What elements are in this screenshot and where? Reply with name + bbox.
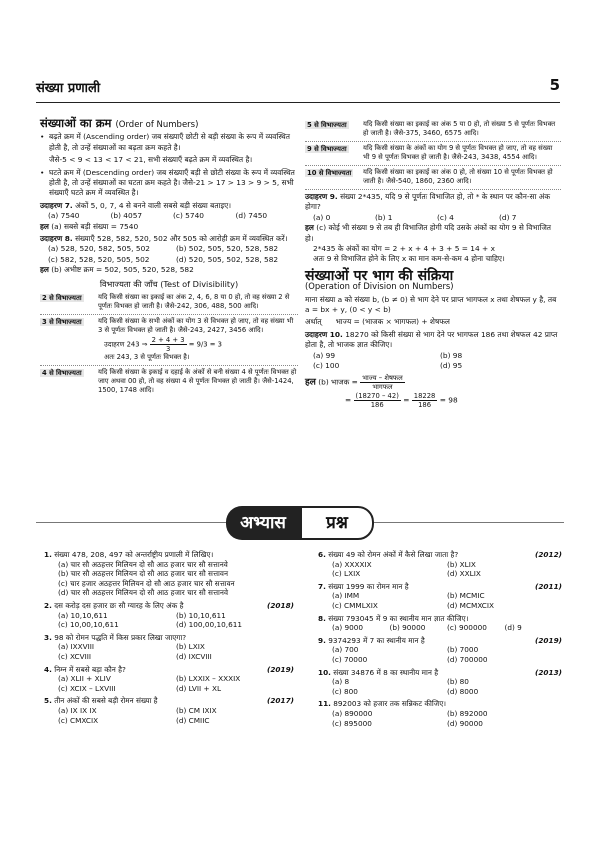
answer-option[interactable]: (b) CM IXIX xyxy=(176,705,217,715)
option: (c) 100 xyxy=(313,361,340,371)
question-options xyxy=(44,611,294,630)
answer-option[interactable]: (b) 80 xyxy=(447,677,469,687)
example-8: उदाहरण 8. संख्याएँ 528, 582, 520, 502 और 505 को आरोही क्रम में व्यवस्थित करें। (a) 528, 520, 582, 505, 502 (b) 502, 505, 520, 528, 582 (c) 582, 528, 520, 505, 502 (d) 520, 505, 502, 528, 582 हल (b) अभीष्ट क्रम = 502, 505, 520, 528, 582 xyxy=(40,234,298,276)
answer-option[interactable]: (d) MCMXCIX xyxy=(447,600,495,610)
example-9-solution: हल (c) कोई भी संख्या 9 से तब ही विभाजित होगी यदि उसके अंकों का योग 9 से विभाजित हो। xyxy=(305,223,552,243)
example-10-solution: हल (b) भाजक = $\frac{\text{भाज्य – शेषफल}}{\text{भागफल}}$ xyxy=(305,373,403,391)
option: (d) 7450 xyxy=(235,211,268,221)
divisibility-title: विभाज्यता की जाँच (Test of Divisibility) xyxy=(99,278,239,289)
answer-option[interactable]: (d) 9 xyxy=(504,623,522,633)
rule-div-10: 10 से विभाज्यता यदि किसी संख्या का इकाई का अंक 0 हो, तो संख्या 10 से पूर्णतः विभक्त हो जाती है। जैसे-540, 1860, 2360 आदि। xyxy=(305,166,561,190)
question-options xyxy=(318,677,562,696)
option: (a) 99 xyxy=(313,350,336,360)
rule-div-9: 9 से विभाज्यता यदि किसी संख्या के अंकों का योग 9 से पूर्णतः विभक्त हो जाए, तो वह संख्या भी 9 से पूर्णतः विभक्त हो जाती है। जैसे-243, 3438, 4554 आदि। xyxy=(305,142,561,166)
practice-question xyxy=(318,699,562,728)
section-heading-order: संख्याओं का क्रम (Order of Numbers) xyxy=(40,116,199,130)
banner-right-label: प्रश्न xyxy=(300,506,374,540)
bullet-descending: • घटते क्रम में (Descending order) जब संख्याएँ बड़ी से छोटी संख्या के रूप में व्यवस्थित होती है, तो उन्हें संख्याओं का घटता क्रम कहते है। जैसे-21 > 17 > 13 > 9 > 5, सभी संख्याएँ घटते क्रम में व्यवस्थित है। xyxy=(40,168,298,199)
example-8-solution: हल (b) अभीष्ट क्रम = 502, 505, 520, 528, 582 xyxy=(40,265,194,275)
left-column xyxy=(40,118,298,398)
option: (d) 7 xyxy=(499,212,517,222)
option: (d) 95 xyxy=(440,361,463,371)
rule-div-4: 4 से विभाज्यता यदि किसी संख्या के इकाई व दहाई के अंकों से बनी संख्या 4 से पूर्णतः विभक्त हो जाए अथवा 00 हो, तो वह संख्या 4 से पूर्णतः विभक्त हो जाती है। जैसे-1424, 1500, 1748 आदि। xyxy=(42,368,297,395)
answer-option[interactable]: (d) चार सौ अठहत्तर मिलियन दो सौ आठ हजार चार सौ सत्तानवे xyxy=(58,588,229,598)
answer-option[interactable]: (a) 10,10,611 xyxy=(58,610,108,620)
question-text: 5. तीन अंकों की सबसे बड़ी रोमन संख्या है (2017) xyxy=(44,696,294,706)
example-9-solution-step: 2*435 के अंकों का योग = 2 + x + 4 + 3 + 5 = 14 + x xyxy=(313,244,495,254)
option: (b) 502, 505, 520, 528, 582 xyxy=(176,244,279,254)
question-text: 11. 892003 को हजार तक सन्निकट कीजिए। xyxy=(318,699,446,709)
question-options xyxy=(318,560,562,579)
division-formula: अर्थात् भाज्य = (भाजक × भागफल) + शेषफल xyxy=(305,317,450,327)
option: (b) 1 xyxy=(375,212,393,222)
practice-question xyxy=(318,550,562,579)
answer-option[interactable]: (d) XXLIX xyxy=(447,569,481,579)
practice-question xyxy=(318,636,562,665)
question-options xyxy=(318,591,562,610)
answer-option[interactable]: (a) चार सौ अठहत्तर मिलियन दो सौ आठ हजार चार सौ सत्तानवे xyxy=(58,559,228,569)
answer-option[interactable]: (d) LVII + XL xyxy=(176,683,222,693)
example-10-options xyxy=(305,351,561,372)
answer-option[interactable]: (d) 90000 xyxy=(447,718,483,728)
option: (a) 7540 xyxy=(48,211,80,221)
answer-option[interactable]: (c) CMMLXIX xyxy=(332,600,378,610)
answer-option[interactable]: (a) XXXXIX xyxy=(332,559,372,569)
example-7-solution: हल (a) सबसे बड़ी संख्या = 7540 xyxy=(40,221,139,231)
question-options xyxy=(44,642,294,661)
answer-option[interactable]: (d) 8000 xyxy=(447,686,479,696)
option: (c) 4 xyxy=(437,212,454,222)
question-options xyxy=(318,645,562,664)
answer-option[interactable]: (c) 800 xyxy=(332,686,358,696)
option: (d) 520, 505, 502, 528, 582 xyxy=(176,254,279,264)
answer-option[interactable]: (b) XLIX xyxy=(447,559,476,569)
answer-option[interactable]: (b) 892000 xyxy=(447,708,488,718)
answer-option[interactable]: (b) 90000 xyxy=(389,623,426,633)
answer-option[interactable]: (c) 900000 xyxy=(447,623,487,633)
answer-option[interactable]: (a) IX IX IX xyxy=(58,705,97,715)
example-8-options xyxy=(40,244,298,265)
division-heading: संख्याओं पर भाग की संक्रिया xyxy=(305,267,454,284)
example-10-computation: = $\frac{(18270 - 42)}{186}$ = $\frac{18228}{186} = 98$ xyxy=(345,391,458,409)
option: (c) 582, 528, 520, 505, 502 xyxy=(48,254,150,264)
answer-option[interactable]: (a) 890000 xyxy=(332,708,373,718)
question-text: 8. संख्या 793045 में 9 का स्थानीय मान ज्ञात कीजिए। xyxy=(318,613,469,623)
question-text: 4. निम्न में सबसे बड़ा कौन है? (2019) xyxy=(44,664,294,674)
answer-option[interactable]: (c) 10,00,10,611 xyxy=(58,620,119,630)
question-options xyxy=(44,674,294,693)
option: (b) 4057 xyxy=(110,211,143,221)
practice-question xyxy=(318,582,562,611)
answer-option[interactable]: (a) 8 xyxy=(332,677,350,687)
chapter-title: संख्या प्रणाली xyxy=(36,81,101,96)
answer-option[interactable]: (c) चार हजार अठहत्तर मिलियन दो सौ आठ हजार चार सौ सत्तावन xyxy=(58,578,235,588)
option: (b) 98 xyxy=(440,350,463,360)
practice-question xyxy=(318,668,562,697)
answer-option[interactable]: (c) CMXCIX xyxy=(58,715,99,725)
answer-option[interactable]: (d) IXCVIII xyxy=(176,651,212,661)
question-text: 6. संख्या 49 को रोमन अंकों में कैसे लिखा जाता है? (2012) xyxy=(318,550,562,559)
answer-option[interactable]: (c) XCVIII xyxy=(58,651,92,661)
question-options xyxy=(44,560,294,598)
option: (c) 5740 xyxy=(173,211,204,221)
question-options xyxy=(318,709,562,728)
banner-left-label: अभ्यास xyxy=(226,506,300,540)
page-header xyxy=(36,72,560,103)
right-column xyxy=(305,118,561,409)
rule-div-3: 3 से विभाज्यता यदि किसी संख्या के सभी अंकों का योग 3 से विभक्त हो जाए, तो वह संख्या भी 3 से पूर्णतः विभक्त हो जाती है। जैसे-243, 2427, 3456 आदि। उदाहरण 243 ⇒ $\frac{2 + 4 + 3}{3} = 9/3 = 3$ अतः 243, 3 से पूर्णतः विभक्त है। xyxy=(40,315,298,366)
question-text: 9. 9374293 में 7 का स्थानीय मान है (2019) xyxy=(318,635,562,645)
division-text: माना संख्या a को संख्या b, (b ≠ 0) से भाग देने पर प्राप्त भागफल x तथा शेषफल y है, तब a = bx + y, (0 < y < b) xyxy=(305,294,557,315)
answer-option[interactable]: (a) 700 xyxy=(332,645,359,655)
answer-option[interactable]: (c) XCIX – LXVIII xyxy=(58,683,116,693)
example-9-options xyxy=(305,213,561,223)
practice-question xyxy=(44,633,294,662)
question-text: 2. दस करोड़ दस हजार छः सौ ग्यारह के लिए अंक है (2018) xyxy=(44,600,294,610)
question-text: 7. संख्या 1999 का रोमन मान है (2011) xyxy=(318,581,562,591)
question-options xyxy=(318,623,562,633)
answer-option[interactable]: (a) 9000 xyxy=(332,623,364,633)
answer-option[interactable]: (b) LXXIX – XXXIX xyxy=(176,674,241,684)
practice-question xyxy=(318,614,562,633)
practice-right-column xyxy=(318,550,562,731)
answer-option[interactable]: (c) LXIX xyxy=(332,569,361,579)
example-9-solution-conclusion: अतः 9 से विभाजित होने के लिए x का मान कम-से-कम 4 होना चाहिए। xyxy=(313,254,505,264)
answer-option[interactable]: (c) 70000 xyxy=(332,654,368,664)
answer-option[interactable]: (b) 7000 xyxy=(447,645,479,655)
practice-banner xyxy=(226,506,374,540)
answer-option[interactable]: (c) 895000 xyxy=(332,718,372,728)
answer-option[interactable]: (a) XLII + XLIV xyxy=(58,674,111,684)
example-10: उदाहरण 10. 18270 को किसी संख्या से भाग देने पर भागफल 186 तथा शेषफल 42 प्राप्त होता है, तो भाजक ज्ञात कीजिए। (a) 99 (b) 98 (c) 100 (d) 95 हल (b) भाजक = $\frac{\text{भाज्य – शेषफल}}{\text{भागफल}}$ = $\frac{(18270 - 42)}{186}$ = $\frac{18228}{186} = 98$ xyxy=(305,330,561,409)
question-text: 3. 98 को रोमन पद्धति में किस प्रकार लिखा जाएगा? xyxy=(44,632,187,642)
division-subheading: (Operation of Division on Numbers) xyxy=(305,281,454,292)
bullet-ascending: • बढ़ते क्रम में (Ascending order) जब संख्याएँ छोटी से बड़ी संख्या के रूप में व्यवस्थित होती है, तो उन्हें संख्याओं का बढ़ता क्रम कहते है। xyxy=(40,132,298,153)
practice-question xyxy=(44,550,294,598)
answer-option[interactable]: (d) CMIIC xyxy=(176,715,210,725)
answer-option[interactable]: (a) IMM xyxy=(332,591,360,601)
practice-question xyxy=(44,601,294,630)
option: (a) 528, 520, 582, 505, 502 xyxy=(48,244,150,254)
answer-option[interactable]: (a) IXXVIII xyxy=(58,642,95,652)
answer-option[interactable]: (b) MCMIC xyxy=(447,591,485,601)
question-text: 1. संख्या 478, 208, 497 को अन्तर्राष्ट्रीय प्रणाली में लिखिए। xyxy=(44,550,214,559)
rule-div-2: 2 से विभाज्यता यदि किसी संख्या का इकाई का अंक 2, 4, 6, 8 या 0 हो, तो वह संख्या 2 से पूर्णतः विभक्त हो जाती है। जैसे-242, 306, 488, 500 आदि। xyxy=(40,291,298,315)
answer-option[interactable]: (d) 700000 xyxy=(447,654,488,664)
answer-option[interactable]: (d) 100,00,10,611 xyxy=(176,620,243,630)
option: (a) 0 xyxy=(313,212,331,222)
answer-option[interactable]: (b) 10,10,611 xyxy=(176,610,226,620)
answer-option[interactable]: (b) LXIX xyxy=(176,642,205,652)
page-number: 5 xyxy=(549,76,560,94)
practice-left-column xyxy=(44,550,294,728)
example-9: उदाहरण 9. संख्या 2*435, यदि 9 से पूर्णतः विभाजित हो, तो * के स्थान पर कौन-सा अंक होगा? (a) 0 (b) 1 (c) 4 (d) 7 हल (c) कोई भी संख्या 9 से तब ही विभाजित होगी यदि उसके अंकों का योग 9 से विभाजित हो। 2*435 के अंकों का योग = 2 + x + 4 + 3 + 5 = 14 + x अतः 9 से विभाजित होने के लिए x का मान कम-से-कम 4 होना चाहिए। xyxy=(305,192,561,265)
practice-question xyxy=(44,665,294,694)
rule-div-5: 5 से विभाज्यता यदि किसी संख्या का इकाई का अंक 5 या 0 हो, तो संख्या 5 से पूर्णतः विभक्त हो जाती है। जैसे-375, 3460, 6575 आदि। xyxy=(305,118,561,142)
answer-option[interactable]: (b) चार सौ अठहत्तर मिलियन दो सौ आठ हजार चार सौ सत्तावन xyxy=(58,569,229,579)
example-7-options xyxy=(40,211,298,221)
question-text: 10. संख्या 34876 में 8 का स्थानीय मान है (2013) xyxy=(318,667,562,677)
practice-question xyxy=(44,696,294,725)
question-options xyxy=(44,706,294,725)
example-7: उदाहरण 7. अंकों 5, 0, 7, 4 से बनने वाली सबसे बड़ी संख्या बताइए। (a) 7540 (b) 4057 (c) 5740 (d) 7450 हल (a) सबसे बड़ी संख्या = 7540 xyxy=(40,201,298,232)
ascending-example: जैसे-5 < 9 < 13 < 17 < 21, सभी संख्याएँ बढ़ते क्रम में व्यवस्थित है। xyxy=(49,155,253,165)
